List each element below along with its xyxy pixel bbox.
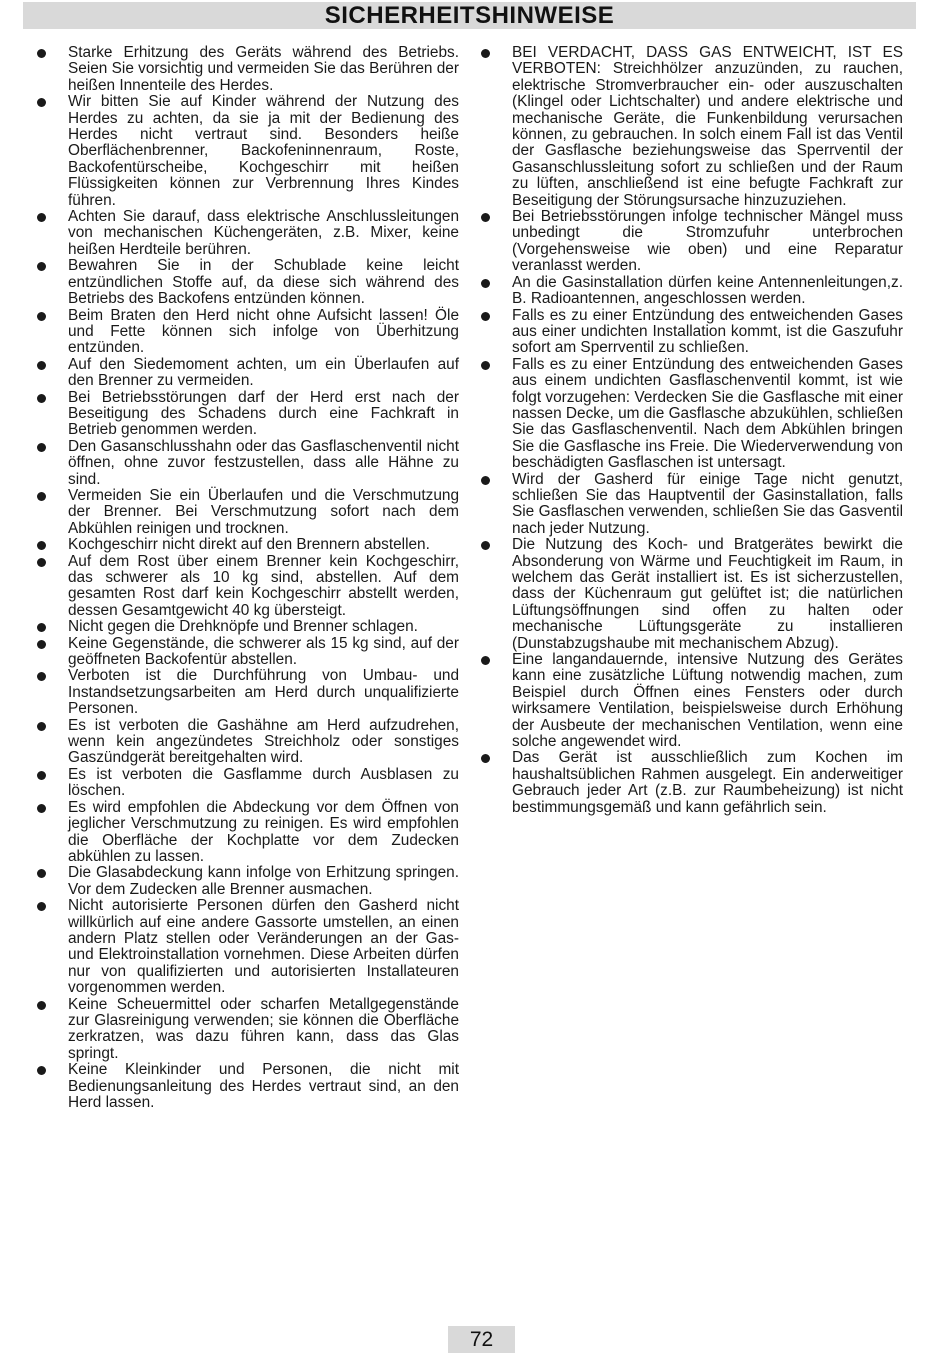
list-item-text: Keine Scheuermittel oder scharfen Metallgegenstände zur Glasreinigung verwenden; sie können die Oberfläche zerkratzen, was dazu führen kann, dass das Glas springt. [68,995,459,1062]
section-header [23,2,916,29]
list-item-text: An die Gasinstallation dürfen keine Antennenleitungen,z. B. Radioantennen, angeschlossen werden. [512,273,903,308]
list-item-text: Es ist verboten die Gasflamme durch Ausblasen zu löschen. [68,765,459,800]
list-item [36,636,459,669]
list-item-text: BEI VERDACHT, DASS GAS ENTWEICHT, IST ES VERBOTEN: Streichhölzer anzuzünden, zu rauchen, elektrische Stromverbraucher ein- oder auszuschalten (Klingel oder Lichtschalter) und andere elektrische und mechanische Geräte, die Funkenbildung verursachen können, zu gebrauchen. In solch einem Fall ist das Ventil der Gasflasche beziehungsweise das Sperrventil der Gasanschlussleitung sofort zu schließen und der Raum zu lüften, anschließend ist eine befugte Fachkraft zur Beseitigung der Störungsursache hinzuzuziehen. [512,44,903,209]
list-item [480,652,903,750]
list-item-text: Falls es zu einer Entzündung des entweichenden Gases aus einer undichten Installation kommt, ist die Gaszufuhr sofort am Sperrventil zu schließen. [512,306,903,357]
right-column [480,45,903,816]
list-item [36,94,459,209]
list-item [480,357,903,472]
list-item [36,718,459,767]
bullet-icon [37,213,46,222]
bullet-icon [37,771,46,780]
list-item-text: Starke Erhitzung des Geräts während des Betriebs. Seien Sie vorsichtig und vermeiden Sie das Berühren der heißen Innenteile des Herdes. [68,44,459,94]
bullet-icon [37,394,46,403]
list-item [480,472,903,538]
bullet-icon [481,754,490,763]
list-item [36,767,459,800]
list-item [36,45,459,94]
list-item [36,258,459,307]
list-item-text: Keine Kleinkinder und Personen, die nicht mit Bedienungsanleitung des Herdes vertraut sind, an den Herd lassen. [68,1061,459,1111]
bullet-icon [481,213,490,222]
list-item-text: Bei Betriebsstörungen infolge technischer Mängel muss unbedingt die Stromzufuhr unterbrochen (Vorgehensweise wie oben) und eine Reparatur veranlasst werden. [512,208,903,275]
list-item [480,275,903,308]
list-item [480,750,903,816]
right-bullet-list [480,45,903,816]
bullet-icon [37,49,46,58]
bullet-icon [481,49,490,58]
list-item-text: Beim Braten den Herd nicht ohne Aufsicht lassen! Öle und Fette können sich infolge von Überhitzung entzünden. [68,306,459,357]
page-number-box [448,1326,515,1353]
bullet-icon [481,312,490,321]
bullet-icon [481,361,490,370]
list-item [480,209,903,275]
bullet-icon [37,869,46,878]
list-item [36,865,459,898]
bullet-icon [37,262,46,271]
list-item-text: Das Gerät ist ausschließlich zum Kochen im haushaltsüblichen Rahmen ausgelegt. Ein anderweitiger Gebrauch jeder Art (z.B. zur Raumbeheizung) ist nicht bestimmungsgemäß und kann gefährlich sein. [512,749,903,816]
list-item [36,554,459,620]
list-item [36,800,459,866]
list-item-text: Nicht autorisierte Personen dürfen den Gasherd nicht willkürlich auf eine andere Gassorte umstellen, an einen andern Platz stellen oder Veränderungen an der Gas- und Elektroinstallation vornehmen. Diese Arbeiten dürfen nur von qualifizierten und autorisierten Installateuren vorgenommen werden. [68,897,459,997]
bullet-icon [37,640,46,649]
list-item-text: Den Gasanschlusshahn oder das Gasflaschenventil nicht öffnen, ohne zuvor festzustellen, dass alle Hähne zu sind. [68,437,459,488]
bullet-icon [37,902,46,911]
list-item-text: Achten Sie darauf, dass elektrische Anschlussleitungen von mechanischen Küchengeräten, z.B. Mixer, keine heißen Herdteile berühren. [68,208,459,258]
bullet-icon [481,541,490,550]
list-item-text: Kochgeschirr nicht direkt auf den Brennern abstellen. [68,536,430,554]
list-item [36,390,459,439]
left-column [36,45,459,1111]
list-item-text: Vermeiden Sie ein Überlaufen und die Verschmutzung der Brenner. Bei Verschmutzung sofort nach dem Abkühlen reinigen und trocknen. [68,486,459,537]
bullet-icon [37,672,46,681]
list-item [36,619,459,635]
list-item-text: Wir bitten Sie auf Kinder während der Nutzung des Herdes zu achten, da sie ja mit der Bedienung des Herdes nicht vertraut sind. Besonders heiße Oberflächenbrenner, Backofeninnenraum, Roste, Backofentürscheibe, Kochgeschirr mit heißen Flüssigkeiten können zur Verbrennung Ihres Kindes führen. [68,93,459,209]
bullet-icon [37,722,46,731]
list-item [36,488,459,537]
bullet-icon [37,492,46,501]
list-item-text: Keine Gegenstände, die schwerer als 15 kg sind, auf der geöffneten Backofentür abstellen. [68,634,459,669]
bullet-icon [37,623,46,632]
list-item [36,898,459,996]
list-item-text: Es ist verboten die Gashähne am Herd aufzudrehen, wenn kein angezündetes Streichholz oder sonstiges Gaszündgerät bereitgehalten wird. [68,716,459,767]
list-item [480,537,903,652]
list-item [36,1062,459,1111]
list-item-text: Auf dem Rost über einem Brenner kein Kochgeschirr, das schwerer als 10 kg sind, abstellen. Auf dem gesamten Rost darf kein Kochgeschirr abstellt werden, dessen Gesamtgewicht 40 kg übersteigt. [68,552,459,619]
bullet-icon [37,1066,46,1075]
list-item-text: Es wird empfohlen die Abdeckung vor dem Öffnen von jeglicher Verschmutzung zu reinigen. Es wird empfohlen die Oberfläche der Kochplatte vor dem Zudecken abkühlen zu lassen. [68,798,459,865]
list-item-text: Die Glasabdeckung kann infolge von Erhitzung springen. Vor dem Zudecken alle Brenner ausmachen. [68,864,459,898]
list-item-text: Bewahren Sie in der Schublade keine leicht entzündlichen Stoffe auf, da diese sich während des Betriebs des Backofens entzünden können. [68,257,459,308]
list-item-text: Bei Betriebsstörungen darf der Herd erst nach der Beseitigung des Schadens durch eine Fachkraft in Betrieb genommen werden. [68,388,459,439]
list-item [480,308,903,357]
list-item [36,439,459,488]
left-bullet-list [36,45,459,1111]
list-item-text: Verboten ist die Durchführung von Umbau- und Instandsetzungsarbeiten am Herd durch unqualifizierte Personen. [68,667,459,718]
list-item [36,668,459,717]
bullet-icon [481,476,490,485]
bullet-icon [37,443,46,452]
list-item [36,357,459,390]
bullet-icon [37,1001,46,1010]
list-item [480,45,903,209]
bullet-icon [37,312,46,321]
page-title: SICHERHEITSHINWEISE [324,2,615,29]
list-item [36,997,459,1063]
list-item-text: Wird der Gasherd für einige Tage nicht genutzt, schließen Sie das Hauptventil der Gasinstallation, falls Sie Gasflaschen verwenden, schließen Sie das Gasventil nach jeder Nutzung. [512,470,903,537]
bullet-icon [37,98,46,107]
bullet-icon [37,804,46,813]
list-item-text: Nicht gegen die Drehknöpfe und Brenner schlagen. [68,618,418,636]
list-item-text: Eine langandauernde, intensive Nutzung des Gerätes kann eine zusätzliche Lüftung notwendig machen, zum Beispiel durch Öffnen eines Fensters oder durch wirksamere Ventilation, beispielsweise durch Erhöhung der Ausbeute der mechanischen Ventilation, wenn eine solche angewendet wird. [512,651,903,751]
bullet-icon [481,279,490,288]
bullet-icon [37,541,46,550]
bullet-icon [481,656,490,665]
list-item-text: Falls es zu einer Entzündung des entweichenden Gases aus einem undichten Gasflaschenventil kommt, ist wie folgt vorzugehen: Verdecken Sie die Gasflasche mit einer nassen Decke, um die Gasflasche abzukühlen, schließen Sie das Gasflaschenventil. Nach dem Abkühlen bringen Sie die Gasflasche ins Freie. Die Wiederverwendung von beschädigten Gasflaschen ist untersagt. [512,355,903,472]
page-number: 72 [469,1328,494,1351]
list-item [36,537,459,553]
bullet-icon [37,361,46,370]
bullet-icon [37,558,46,567]
list-item-text: Auf den Siedemoment achten, um ein Überlaufen auf den Brenner zu vermeiden. [68,355,459,390]
list-item-text: Die Nutzung des Koch- und Bratgerätes bewirkt die Absonderung von Wärme und Feuchtigkeit im Raum, in welchem das Gerät installiert ist. Es ist sicherzustellen, dass der Küchenraum gut gelüftet ist; die natürlichen Lüftungsöffnungen sind offen zu halten oder mechanische Lüftungsgeräte zu installieren (Dunstabzugshaube mit mechanischem Abzug). [512,536,903,652]
list-item [36,209,459,258]
list-item [36,308,459,357]
